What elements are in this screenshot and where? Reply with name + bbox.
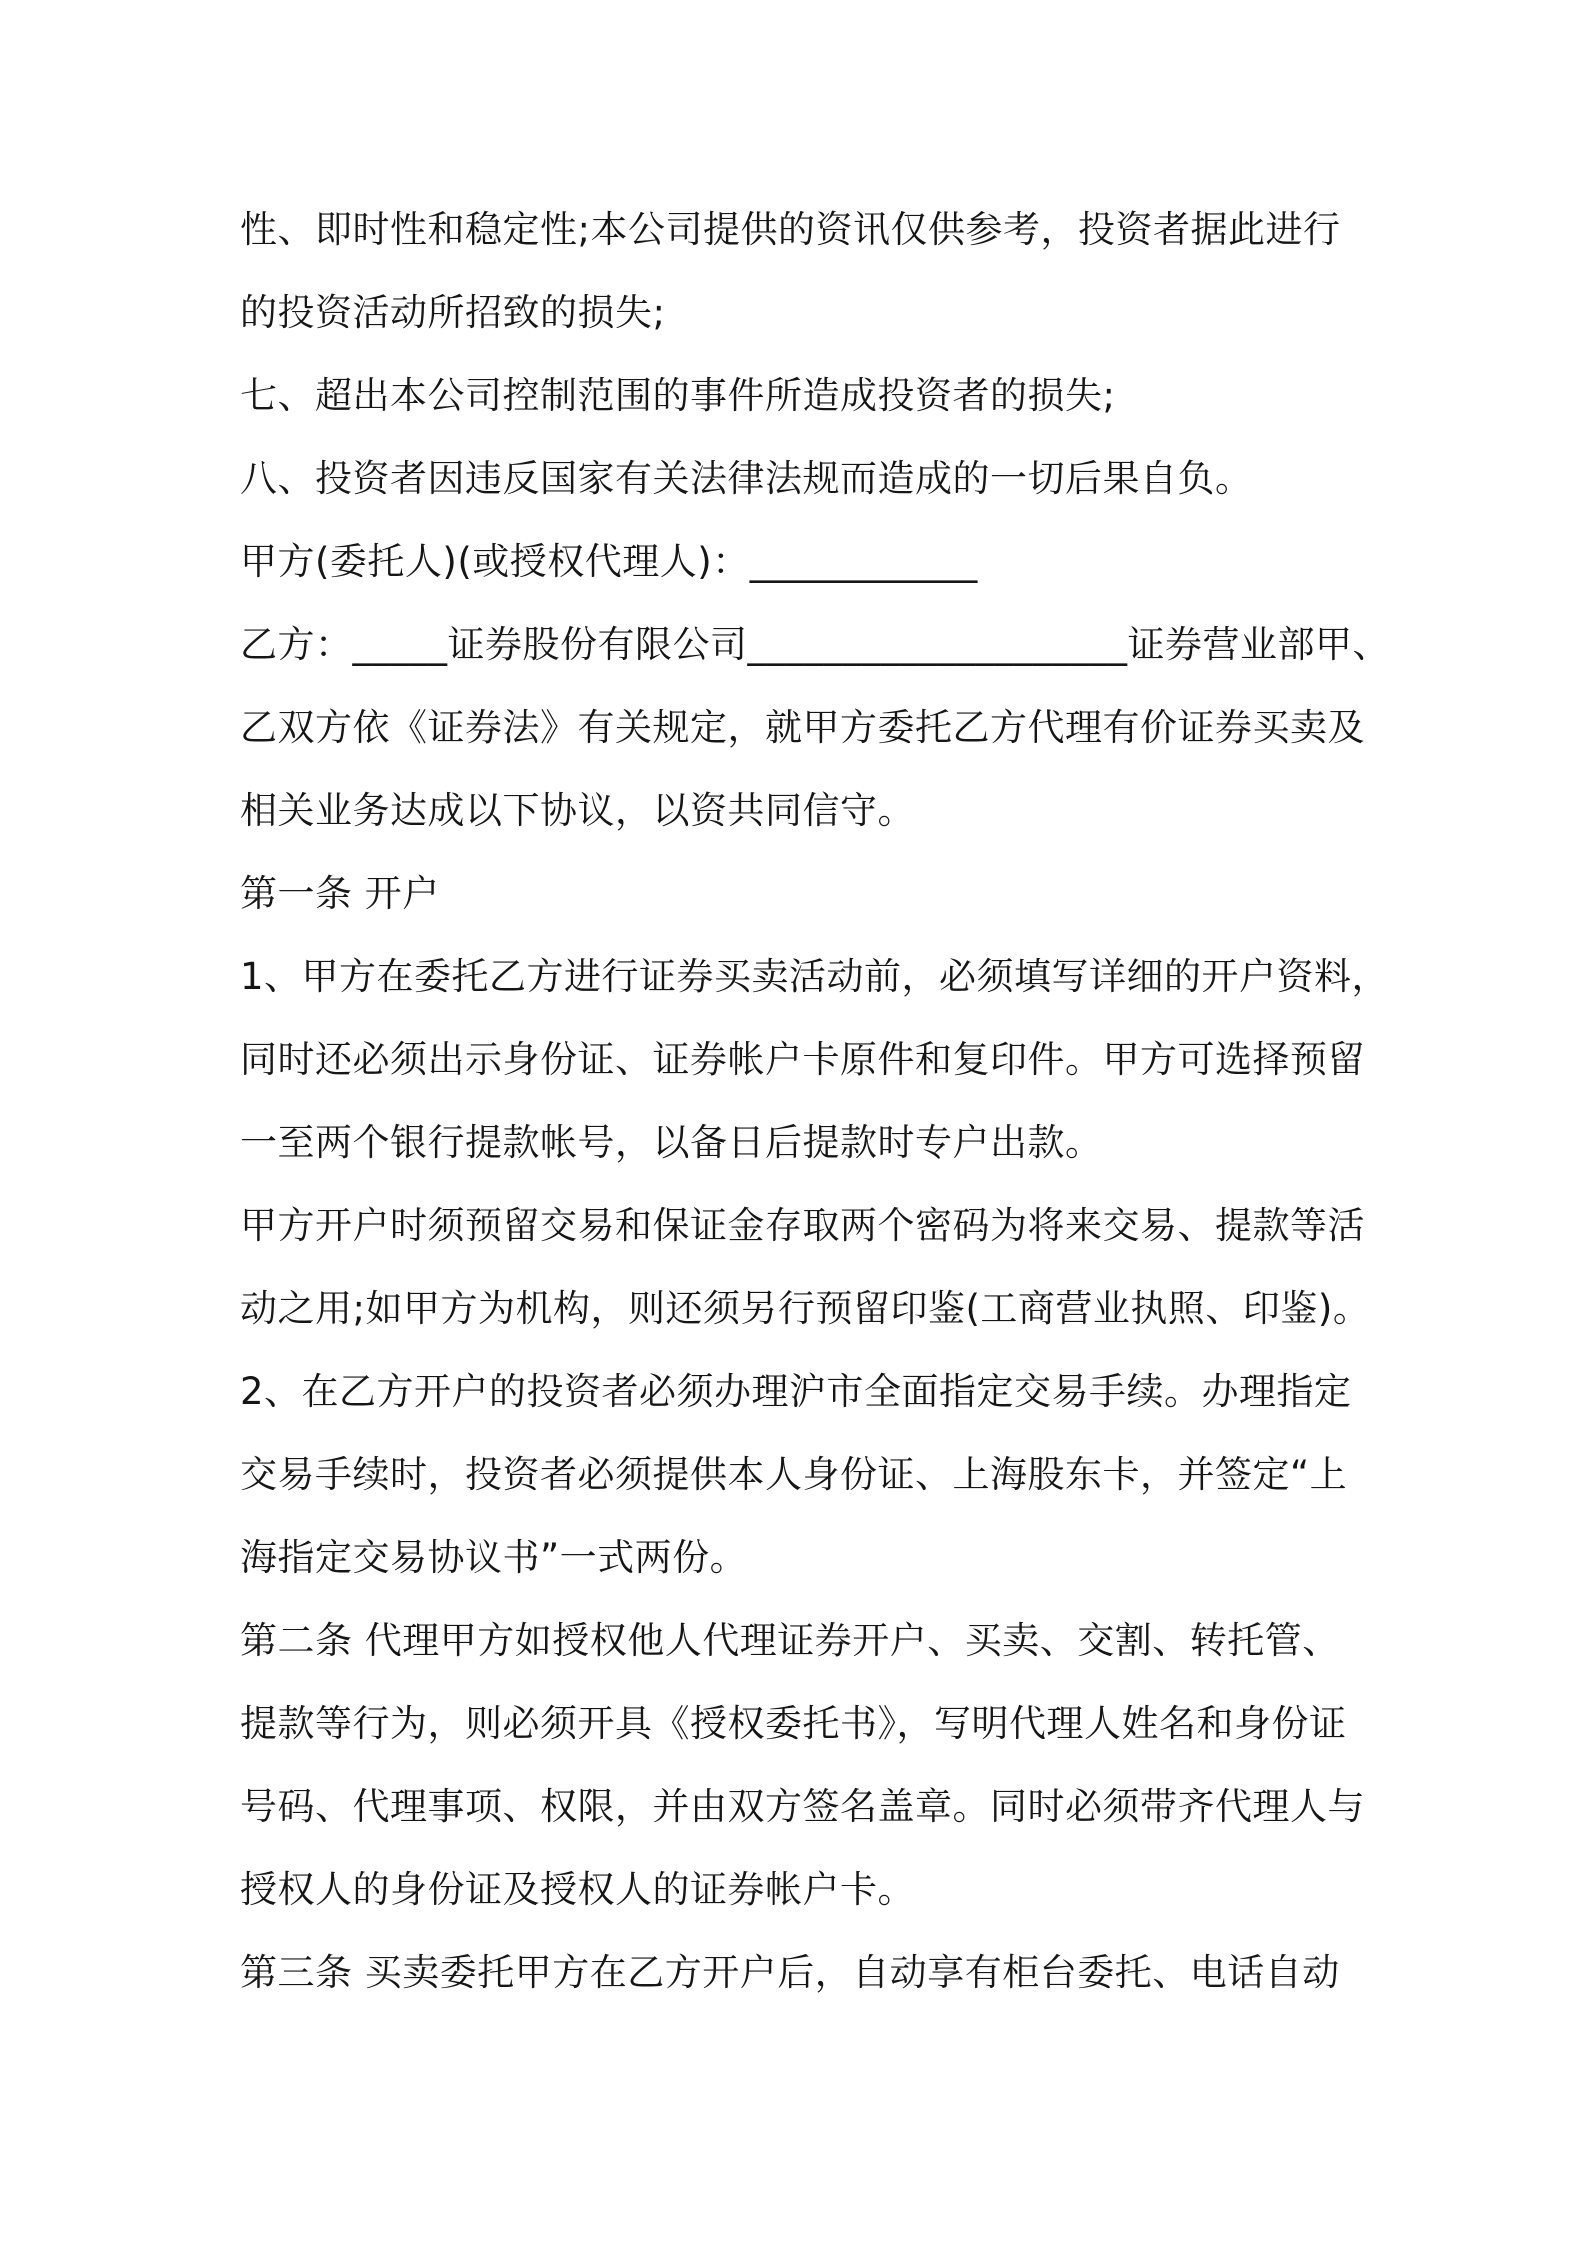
text-line: 号码、代理事项、权限，并由双方签名盖章。同时必须带齐代理人与 <box>240 1785 1365 1828</box>
section-heading: 第二条 代理甲方如授权他人代理证券开户、买卖、交割、转托管、 <box>240 1619 1340 1662</box>
text-line: 授权人的身份证及授权人的证券帐户卡。 <box>240 1868 915 1911</box>
text-line: 七、超出本公司控制范围的事件所造成投资者的损失; <box>240 374 1116 417</box>
section-heading: 第三条 买卖委托甲方在乙方开户后，自动享有柜台委托、电话自动 <box>240 1951 1340 1994</box>
text-line: 甲方(委托人)(或授权代理人)：____________ <box>240 540 978 583</box>
text-line: 海指定交易协议书”一式两份。 <box>240 1536 748 1579</box>
text-line: 相关业务达成以下协议，以资共同信守。 <box>240 789 915 832</box>
text-line: 2、在乙方开户的投资者必须办理沪市全面指定交易手续。办理指定 <box>240 1370 1352 1413</box>
text-line: 一至两个银行提款帐号，以备日后提款时专户出款。 <box>240 1121 1103 1164</box>
text-line: 性、即时性和稳定性;本公司提供的资讯仅供参考，投资者据此进行 <box>240 208 1341 251</box>
text-line: 1、甲方在委托乙方进行证券买卖活动前，必须填写详细的开户资料， <box>240 955 1390 998</box>
text-line: 八、投资者因违反国家有关法律法规而造成的一切后果自负。 <box>240 457 1253 500</box>
text-line: 提款等行为，则必须开具《授权委托书》，写明代理人姓名和身份证 <box>240 1702 1347 1745</box>
text-line: 同时还必须出示身份证、证券帐户卡原件和复印件。甲方可选择预留 <box>240 1038 1365 1081</box>
text-line: 甲方开户时须预留交易和保证金存取两个密码为将来交易、提款等活 <box>240 1204 1365 1247</box>
text-line: 动之用;如甲方为机构，则还须另行预留印鉴(工商营业执照、印鉴)。 <box>240 1287 1371 1330</box>
section-heading: 第一条 开户 <box>240 872 440 915</box>
text-line: 乙方：_____证券股份有限公司____________________证券营业部甲、 <box>240 623 1390 666</box>
text-line: 交易手续时，投资者必须提供本人身份证、上海股东卡，并签定“上 <box>240 1453 1348 1496</box>
text-line: 的投资活动所招致的损失; <box>240 291 666 334</box>
text-line: 乙双方依《证券法》有关规定，就甲方委托乙方代理有价证券买卖及 <box>240 706 1365 749</box>
